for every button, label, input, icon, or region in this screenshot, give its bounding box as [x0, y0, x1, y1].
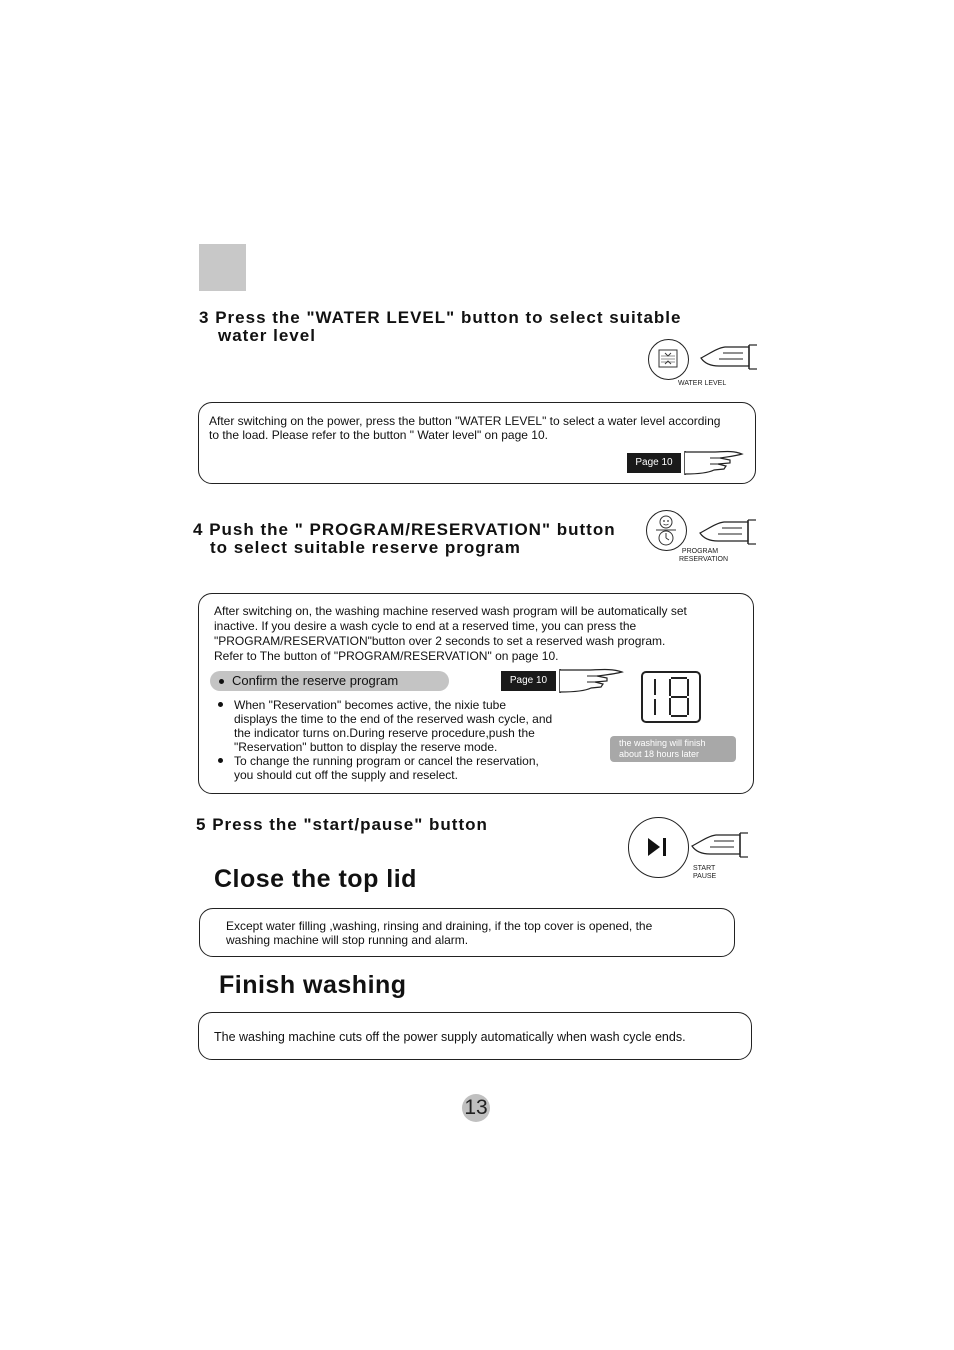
- start-label: START: [693, 865, 716, 872]
- pointing-hand-right-icon: [555, 667, 625, 695]
- step3-box-line1: After switching on the power, press the button "WATER LEVEL" to select a water level according: [209, 414, 721, 428]
- step4-box-line3: "PROGRAM/RESERVATION"button over 2 seconds to set a reserved wash program.: [214, 634, 666, 648]
- step5-title: Press the "start/pause" button: [212, 815, 488, 834]
- bullet1-line4: "Reservation" button to display the reserve mode.: [234, 740, 498, 754]
- close-lid-line2: washing machine will stop running and alarm.: [226, 933, 469, 947]
- finish-note: [610, 736, 736, 762]
- step4-heading: [193, 521, 653, 557]
- start-pause-label: [693, 865, 716, 881]
- finish-note-line2: about 18 hours later: [619, 749, 700, 759]
- bullet-item: [214, 698, 594, 754]
- step4-box-line1: After switching on, the washing machine reserved wash program will be automatically set: [214, 604, 687, 618]
- nixie-display: [641, 671, 701, 723]
- step5-heading: [196, 816, 596, 834]
- bullet2-line2: you should cut off the supply and reselect.: [234, 768, 458, 782]
- pointing-hand-icon: [699, 344, 759, 370]
- step3-title-line2: water level: [218, 326, 316, 345]
- section-marker: [199, 244, 246, 291]
- pointing-hand-right-icon: [680, 449, 744, 477]
- program-label: PROGRAM: [681, 548, 719, 555]
- bullet1-line1: When "Reservation" becomes active, the nixie tube: [234, 698, 506, 712]
- step3-box-line2: to the load. Please refer to the button " Water level" on page 10.: [209, 428, 548, 442]
- step4-title-line2: to select suitable reserve program: [210, 538, 521, 557]
- bullet-dot: [218, 702, 223, 707]
- bullet1-line3: the indicator turns on.During reserve procedure,push the: [234, 726, 535, 740]
- page-number: 13: [462, 1094, 490, 1122]
- finish-note-line1: the washing will finish: [619, 738, 706, 748]
- step3-number: 3: [199, 308, 210, 327]
- step5-number: 5: [196, 815, 207, 834]
- bullet-item: [214, 754, 594, 782]
- water-level-label: WATER LEVEL: [678, 380, 727, 387]
- step4-page-ref: Page 10: [501, 671, 556, 691]
- confirm-pill: [210, 671, 449, 691]
- step4-number: 4: [193, 520, 204, 539]
- confirm-label: Confirm the reserve program: [232, 673, 399, 688]
- reservation-label: RESERVATION: [679, 556, 729, 563]
- pause-label: PAUSE: [693, 873, 717, 880]
- step4-title-line1: Push the " PROGRAM/RESERVATION" button: [209, 520, 616, 539]
- program-reservation-label: [679, 548, 729, 564]
- step4-bullet-list: [214, 698, 594, 782]
- start-pause-button-icon: [628, 817, 689, 878]
- finish-washing-box: [198, 1012, 752, 1060]
- bullet2-line1: To change the running program or cancel the reservation,: [234, 754, 539, 768]
- bullet1-line2: displays the time to the end of the reserved wash cycle, and: [234, 712, 553, 726]
- finish-line1: The washing machine cuts off the power supply automatically when wash cycle ends.: [214, 1030, 686, 1044]
- step4-box-line2: inactive. If you desire a wash cycle to end at a reserved time, you can press the: [214, 619, 637, 633]
- pointing-hand-icon: [698, 519, 758, 545]
- program-reservation-button-icon: [646, 510, 687, 551]
- water-level-button-icon: [648, 339, 689, 380]
- step4-box-line4: Refer to The button of "PROGRAM/RESERVATION" on page 10.: [214, 649, 559, 663]
- bullet-dot: [218, 758, 223, 763]
- bullet-dot: [219, 679, 224, 684]
- close-lid-box: [199, 908, 735, 957]
- step3-title-line1: Press the "WATER LEVEL" button to select suitable: [215, 308, 682, 327]
- close-lid-line1: Except water filling ,washing, rinsing and draining, if the top cover is opened, the: [226, 919, 653, 933]
- pointing-hand-icon: [690, 832, 750, 858]
- finish-washing-title: Finish washing: [219, 971, 407, 999]
- step3-page-ref: Page 10: [627, 453, 681, 473]
- close-lid-title: Close the top lid: [214, 865, 417, 893]
